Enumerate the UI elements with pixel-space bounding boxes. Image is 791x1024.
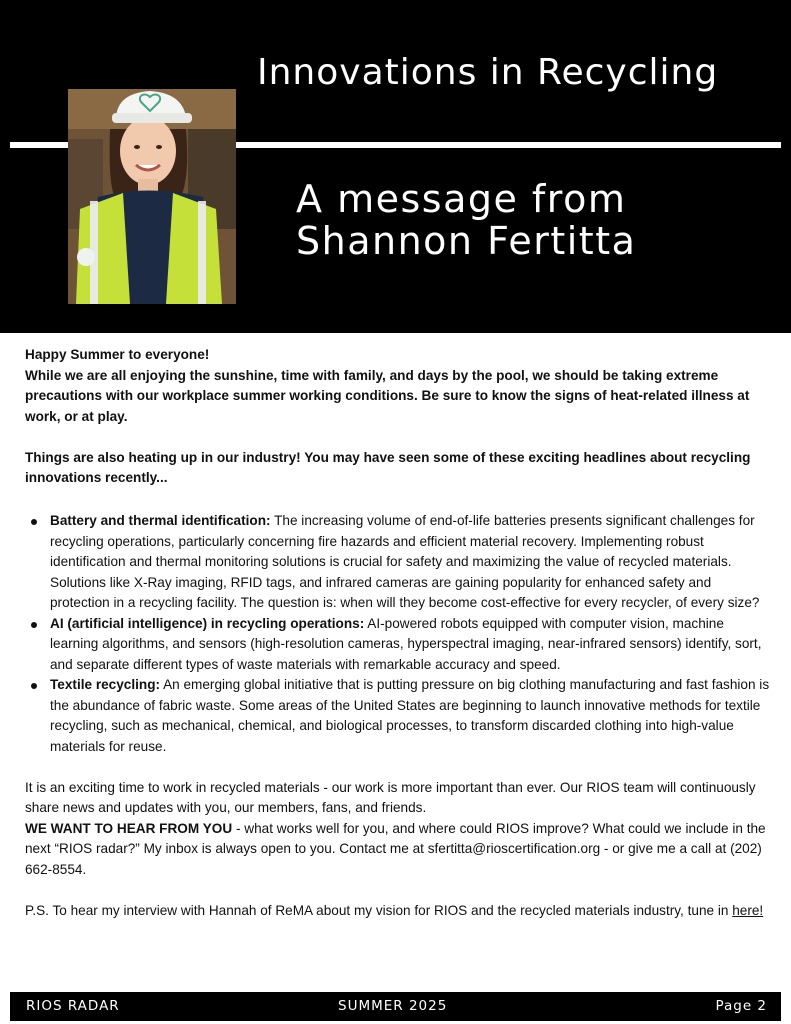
- bullet-icon: [31, 683, 37, 689]
- bullet-text: An emerging global initiative that is putting pressure on big clothing manufacturing and fast fashion is the abundance of fabric waste. Some areas of the United States are beginning to launch innovative methods for textile recycling, such as mechanical, chemical, and biological processes, to transform discarded clothing into high-value materials for reuse.: [50, 677, 770, 754]
- divider-line-left: [10, 142, 68, 148]
- footer-page-number: Page 2: [715, 998, 767, 1014]
- message-heading: [296, 178, 636, 262]
- list-item: [50, 511, 770, 614]
- bullet-icon: [31, 519, 37, 525]
- message-heading-line1: A message from: [296, 177, 627, 221]
- footer-bar: [10, 992, 781, 1021]
- cta-text: - what works well for you, and where could RIOS improve? What could we include in the next “RIOS radar?” My inbox is always open to you. Contact me at sfertitta@rioscertification.org - or give me a call at (202) 662-8554.: [25, 820, 766, 877]
- intro-paragraph-1: While we are all enjoying the sunshine, time with family, and days by the pool, we should be taking extreme precautions with our workplace summer working conditions. Be sure to know the signs of heat-related illness at work, or at play.: [25, 367, 750, 424]
- author-photo: [68, 89, 236, 304]
- list-item: [50, 614, 770, 676]
- bullet-title: AI (artificial intelligence) in recycling operations:: [50, 615, 365, 631]
- divider-line-right: [236, 142, 781, 148]
- bullet-icon: [31, 622, 37, 628]
- greeting: Happy Summer to everyone!: [25, 347, 210, 362]
- list-item: [50, 675, 770, 757]
- headline-list: [25, 511, 770, 757]
- intro-paragraph-2: Things are also heating up in our industry! You may have seen some of these exciting headlines about recycling innovations recently...: [25, 449, 751, 485]
- page-title: Innovations in Recycling: [257, 52, 719, 93]
- bullet-text: The increasing volume of end-of-life batteries presents significant challenges for recycling operations, particularly concerning fire hazards and efficient material recovery. Implementing robust identification and thermal monitoring solutions is crucial for safety and maximizing the value of recycled materials. Solutions like X-Ray imaging, RFID tags, and infrared cameras are gaining popularity for enhanced safety and protection in a recycling facility. The question is: when will they become cost-effective for every recycler, of every size?: [50, 513, 760, 610]
- article-body: [25, 345, 770, 921]
- closing-paragraph: It is an exciting time to work in recycled materials - our work is more important than ever. Our RIOS team will continuously share news and updates with you, our members, fans, and friends.: [25, 779, 756, 815]
- message-heading-line2: Shannon Fertitta: [296, 219, 637, 263]
- bullet-text: AI-powered robots equipped with computer vision, machine learning algorithms, and sensors (high-resolution cameras, hyperspectral imaging, near-infrared sensors) identify, sort, and separate different types of waste materials with remarkable accuracy and speed.: [50, 615, 762, 672]
- footer-issue: SUMMER 2025: [338, 998, 448, 1014]
- header-banner: [0, 0, 791, 333]
- call-to-action: [25, 819, 770, 881]
- footer-publication: RIOS RADAR: [26, 998, 120, 1014]
- vest-badge-icon: [77, 248, 95, 266]
- interview-link[interactable]: here!: [732, 902, 764, 918]
- bullet-title: Battery and thermal identification:: [50, 513, 271, 528]
- postscript-text: P.S. To hear my interview with Hannah of ReMA about my vision for RIOS and the recycled materials industry, tune in: [25, 902, 733, 918]
- postscript: [25, 901, 770, 922]
- bullet-title: Textile recycling:: [50, 677, 161, 692]
- author-photo-illustration: [68, 89, 236, 304]
- cta-heading: WE WANT TO HEAR FROM YOU: [25, 820, 233, 836]
